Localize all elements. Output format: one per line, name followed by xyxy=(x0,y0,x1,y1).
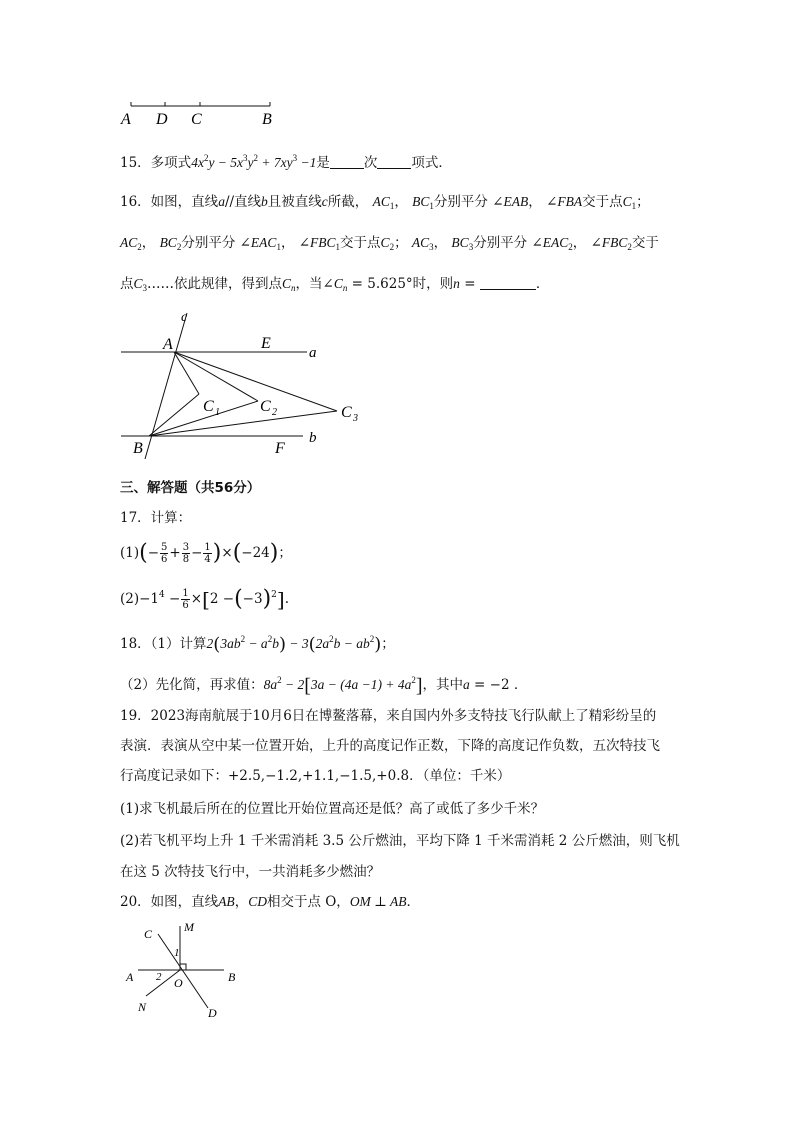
fig20-label-M: M xyxy=(184,920,194,934)
fig16-label-C2: C xyxy=(260,398,271,415)
fig16-label-F: F xyxy=(275,440,285,457)
q15-blank-degree[interactable] xyxy=(330,154,364,169)
question-19-line-5: (2)若飞机平均上升 1 千米需消耗 3.5 公斤燃油，平均下降 1 千米需消耗 2 公斤燃油，则飞机 xyxy=(120,833,680,849)
seg-label-c: C xyxy=(191,111,202,128)
fig20-label-D: D xyxy=(208,1006,217,1020)
fig16-label-C3: C xyxy=(341,404,352,421)
figure-16 xyxy=(115,305,375,465)
fig20-label-N: N xyxy=(138,1000,147,1014)
seg-label-d: D xyxy=(156,111,168,128)
question-19-line-3: 行高度记录如下：+2.5,−1.2,+1.1,−1.5,+0.8．（单位：千米） xyxy=(120,768,511,784)
question-15: 15．多项式$4x^2y - 5x^3y^2 + 7xy^3 -1$是 次 项式． xyxy=(120,153,452,171)
seg-label-a: A xyxy=(121,111,131,128)
fig16-label-C2-sub: 2 xyxy=(272,407,277,418)
question-17-part-1: (1)(− $\frac{5}{6}$ + $\frac{3}{8}$ − $\frac{1}{4}$ )×(−24)； xyxy=(120,540,292,566)
question-16-line-2: $AC_2$， $BC_2$分别平分 $\angle EAC_1$， $\angle FBC_1$交于点$C_2$； $AC_3$， $BC_3$分别平分 $\angle EAC_2$， $\angle FBC_2$交于 xyxy=(120,235,659,252)
question-20: 20．如图，直线AB，CD相交于点 O，OM ⊥ AB． xyxy=(120,894,421,910)
fig20-label-2: 2 xyxy=(156,971,162,983)
fig16-label-B: B xyxy=(133,440,143,457)
fig16-label-A: A xyxy=(163,336,173,353)
fig16-label-E: E xyxy=(261,335,271,352)
question-17-title: 17．计算： xyxy=(120,510,192,526)
fig20-label-C: C xyxy=(144,927,153,941)
fig16-label-b: b xyxy=(309,430,317,446)
section-3-heading: 三、解答题（共56分） xyxy=(120,480,261,496)
fig20-label-A: A xyxy=(126,970,134,984)
q16-answer-blank[interactable] xyxy=(480,275,536,290)
seg-label-b: B xyxy=(262,111,272,128)
fig16-label-C1: C xyxy=(203,398,214,415)
question-19-line-1: 19．2023海南航展于10月6日在博鳌落幕，来自国内外多支特技飞行队献上了精彩纷呈的 xyxy=(120,708,657,724)
question-16-line-1: 16．如图，直线a//直线b且被直线c所截， $AC_1$， $BC_1$分别平分 ∠EAB， ∠FBA交于点$C_1$； xyxy=(120,194,650,211)
fig20-label-O: O xyxy=(174,976,183,990)
question-19-line-6: 在这 5 次特技飞行中，一共消耗多少燃油？ xyxy=(120,864,381,880)
fig16-label-c: c xyxy=(181,310,188,325)
question-19-line-4: (1)求飞机最后所在的位置比开始位置高还是低？高了或低了多少千米？ xyxy=(120,801,545,817)
segment-figure xyxy=(115,98,285,130)
question-16-line-3: 点$C_3\dots\dots$依此规律，得到点$C_n$，当$\angle C_n = 5.625^\circ$时，则n = ． xyxy=(120,276,550,293)
question-18-part-1: 18．（1）计算$2(3ab^2 - a^2b) - 3(2a^2b - ab^2)$； xyxy=(120,633,395,655)
question-17-part-2: $(2)-1^4$ − $\frac{1}{6}$ $\times[2 -(-3)^2]$. xyxy=(120,586,290,612)
question-19-line-2: 表演．表演从空中某一位置开始，上升的高度记作正数，下降的高度记作负数，五次特技飞 xyxy=(120,738,660,754)
fig16-label-C3-sub: 3 xyxy=(353,413,358,424)
fig20-label-B: B xyxy=(228,970,236,984)
question-18-part-2: （2）先化简，再求值：$8a^2 - 2[3a - (4a -1) + 4a^2]$，其中a = −2 ． xyxy=(120,674,528,697)
fig20-label-1: 1 xyxy=(174,947,180,959)
fig16-label-C1-sub: 1 xyxy=(215,407,220,418)
fig16-label-a: a xyxy=(309,345,317,361)
figure-20 xyxy=(118,918,248,1022)
q15-blank-terms[interactable] xyxy=(377,154,411,169)
